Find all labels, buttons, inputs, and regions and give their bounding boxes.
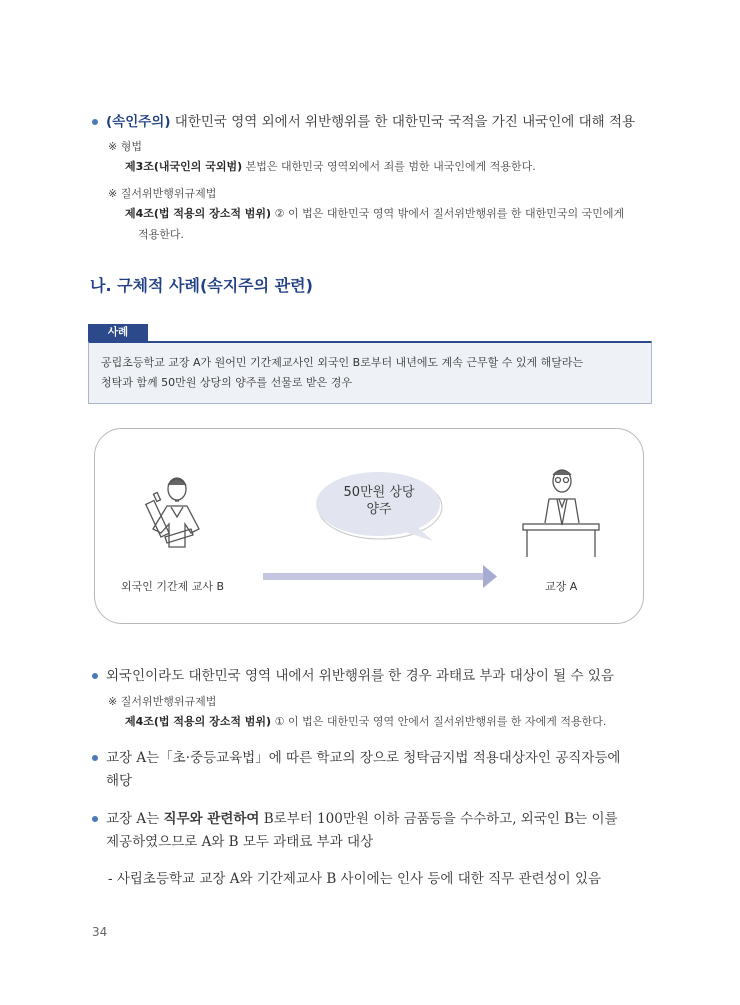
law-article: [125, 157, 536, 177]
bullet-line: 교장 A는「초·중등교육법」에 따른 학교의 장으로 청탁금지법 적용대상자인 공직자등에: [106, 750, 621, 766]
principal-figure: [523, 470, 599, 557]
bullet-dot: [92, 816, 98, 822]
law-article-continuation: 적용한다.: [138, 228, 185, 241]
note-label: ※ 질서위반행위규제법: [108, 187, 217, 200]
bullet-principal-status: [92, 747, 620, 793]
bubble-item: 양주: [366, 502, 392, 517]
note-label: ※ 질서위반행위규제법: [108, 695, 217, 708]
transfer-arrow: [263, 565, 497, 588]
bullet-fine-subject: [92, 808, 618, 854]
bullet-line: 해당: [106, 773, 133, 789]
figure-label-principal: 교장 A: [545, 580, 578, 593]
bullet-bold-term: (속인주의): [106, 114, 171, 130]
law-article-title: 제4조(법 적용의 장소적 범위): [125, 207, 272, 220]
case-illustration: [94, 428, 644, 624]
case-line: 공립초등학교 교장 A가 원어민 기간제교사인 외국인 B로부터 내년에도 계속 근무할 수 있게 해달라는: [101, 356, 584, 369]
bullet-text: 교장 A는: [106, 811, 164, 827]
bullet-dot: [92, 673, 98, 679]
illustration-svg: [95, 429, 645, 625]
law-article: [125, 712, 606, 732]
bullet-line: 제공하였으므로 A와 B 모두 과태료 부과 대상: [106, 834, 374, 850]
foreign-teacher-figure: [146, 478, 199, 547]
figure-label-teacher: 외국인 기간제 교사 B: [121, 580, 225, 593]
dash-line: - 사립초등학교 교장 A와 기간제교사 B 사이에는 인사 등에 대한 직무 관련성이 있음: [108, 871, 602, 887]
bullet-text: 외국인이라도 대한민국 영역 내에서 위반행위를 한 경우 과태료 부과 대상이 될 수 있음: [106, 668, 614, 684]
page-number: 34: [92, 925, 108, 939]
bullet-line: [106, 808, 618, 831]
bullet-dot: [92, 755, 98, 761]
case-line: 청탁과 함께 50만원 상당의 양주를 선물로 받은 경우: [101, 376, 352, 389]
bullet-dot: [92, 119, 98, 125]
note-label: ※ 형법: [108, 140, 142, 153]
law-article-text: ② 이 법은 대한민국 영역 밖에서 질서위반행위를 한 대한민국의 국민에게: [271, 207, 625, 220]
law-article: [125, 204, 624, 224]
case-tag: 사례: [88, 324, 148, 341]
bullet-text: 대한민국 영역 외에서 위반행위를 한 대한민국 국적을 가진 내국인에 대해 적용: [170, 114, 636, 130]
bubble-amount: 50만원 상당: [343, 485, 415, 500]
case-box: [88, 341, 652, 404]
bullet-territorial: [92, 665, 614, 687]
bullet-bold-term: 직무와 관련하여: [163, 811, 260, 827]
law-article-title: 제3조(내국인의 국외범): [125, 160, 243, 173]
bullet-text: B로부터 100만원 이하 금품등을 수수하고, 외국인 B는 이를: [259, 811, 618, 827]
bullet-personal-jurisdiction: [92, 111, 635, 133]
law-article-text: ① 이 법은 대한민국 영역 안에서 질서위반행위를 한 자에게 적용한다.: [271, 715, 607, 728]
section-title: 나. 구체적 사례(속지주의 관련): [90, 276, 313, 295]
law-article-text: 본법은 대한민국 영역외에서 죄를 범한 내국인에게 적용한다.: [242, 160, 536, 173]
bubble-text: [321, 484, 437, 518]
law-article-title: 제4조(법 적용의 장소적 범위): [125, 715, 272, 728]
